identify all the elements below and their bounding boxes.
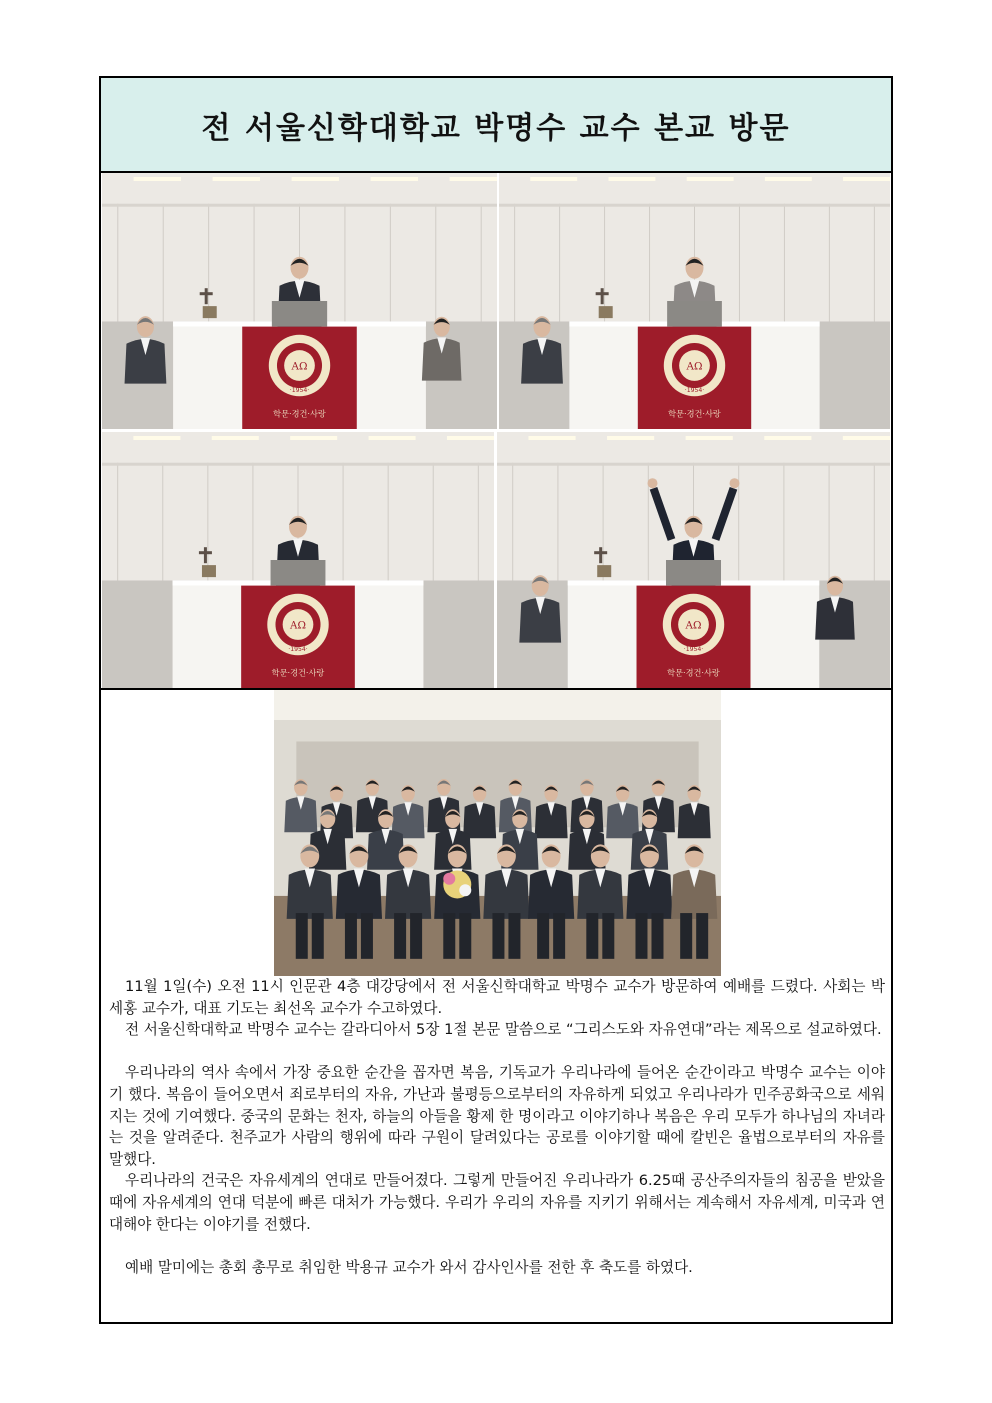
ceiling-light xyxy=(843,436,890,440)
paragraph: 우리나라의 건국은 자유세계의 연대로 만들어졌다. 그렇게 만들어진 우리나라가 6.25때 공산주의자들의 침공을 받았을 때에 자유세계의 연대 덕분에 빠른 대처가 가능했다. 우리가 우리의 자유를 지키기 위해서는 계속해서 자유세계, 미국과 연대해야 한다는 이야기를 전했다. xyxy=(109,1172,885,1233)
paragraph: 우리나라의 역사 속에서 가장 중요한 순간을 꼽자면 복음, 기독교가 우리나라에 들어온 순간이라고 박명수 교수는 이야기 했다. 복음이 들어오면서 죄로부터의 자유, 가난과 불평등으로부터의 자유하게 되었고 우리나라가 민주공화국으로 세워지는 것에 기여했다. 중국의 문화는 천자, 하늘의 아들을 황제 한 명이라고 이야기하나 복음은 우리 모두가 하나님의 자녀라는 것을 알려준다. 천주교가 사람의 행위에 따라 구원이 달려있다는 공로를 이야기할 때에 칼빈은 율법으로부터의 자유를 말했다. xyxy=(109,1064,885,1168)
ceiling-light xyxy=(450,177,497,181)
paragraph-gap xyxy=(109,1235,885,1257)
ceiling-light xyxy=(528,436,575,440)
seal-text: AΩ xyxy=(290,619,306,632)
seal-year: ·1954· xyxy=(683,646,704,654)
title-bar xyxy=(101,78,891,173)
document-frame xyxy=(99,76,893,1324)
photo-chapel-2 xyxy=(499,173,890,429)
seal-text: AΩ xyxy=(686,360,703,373)
podium xyxy=(271,560,326,586)
ceiling-light xyxy=(133,436,180,440)
ceiling-light xyxy=(607,436,654,440)
ceiling-light xyxy=(212,436,259,440)
paragraph: 11월 1일(수) 오전 11시 인문관 4층 대강당에서 전 서울신학대학교 박명수 교수가 방문하여 예배를 드렸다. 사회는 박세홍 교수가, 대표 기도는 최선옥 교수가 수고하였다. xyxy=(109,978,885,1017)
ceiling-light xyxy=(765,177,812,181)
paragraph: 전 서울신학대학교 박명수 교수는 갈라디아서 5장 1절 본문 말씀으로 “그리스도와 자유연대”라는 제목으로 설교하였다. xyxy=(125,1021,882,1039)
paragraph: 예배 말미에는 총회 총무로 취임한 박용규 교수가 와서 감사인사를 전한 후 축도를 하였다. xyxy=(125,1258,693,1276)
cross xyxy=(204,547,207,563)
ceiling-light xyxy=(213,177,260,181)
cross xyxy=(599,547,602,563)
ceiling-light xyxy=(686,436,733,440)
ceiling-light xyxy=(292,177,339,181)
photo-group xyxy=(274,690,721,976)
seal-text: AΩ xyxy=(685,619,702,632)
podium xyxy=(272,301,327,327)
ceiling-light xyxy=(608,177,655,181)
cross xyxy=(601,288,604,304)
banner-motto: 학문·경건·사랑 xyxy=(273,408,326,419)
ceiling-light xyxy=(530,177,577,181)
banner-motto: 학문·경건·사랑 xyxy=(668,408,721,419)
seal-year: ·1954· xyxy=(289,387,310,395)
ceiling-light xyxy=(843,177,890,181)
cross xyxy=(205,288,208,304)
ceiling-light xyxy=(687,177,734,181)
photo-chapel-4 xyxy=(497,432,890,688)
photo-chapel-3 xyxy=(102,432,494,688)
ceiling-light xyxy=(764,436,811,440)
podium xyxy=(667,301,722,327)
paragraph-gap xyxy=(109,1041,885,1063)
page-title: 전 서울신학대학교 박명수 교수 본교 방문 xyxy=(201,110,791,146)
article-body xyxy=(109,976,885,1278)
ceiling-light xyxy=(134,177,181,181)
seal-year: ·1954· xyxy=(288,646,308,654)
seal-text: AΩ xyxy=(291,360,308,373)
ceiling-light xyxy=(369,436,416,440)
ceiling-light xyxy=(447,436,494,440)
banner-motto: 학문·경건·사랑 xyxy=(667,667,720,678)
banner-motto: 학문·경건·사랑 xyxy=(271,667,325,678)
seal-year: ·1954· xyxy=(684,387,705,395)
podium xyxy=(666,560,721,586)
photo-chapel-1 xyxy=(102,173,497,429)
ceiling-light xyxy=(371,177,418,181)
ceiling-light xyxy=(290,436,337,440)
